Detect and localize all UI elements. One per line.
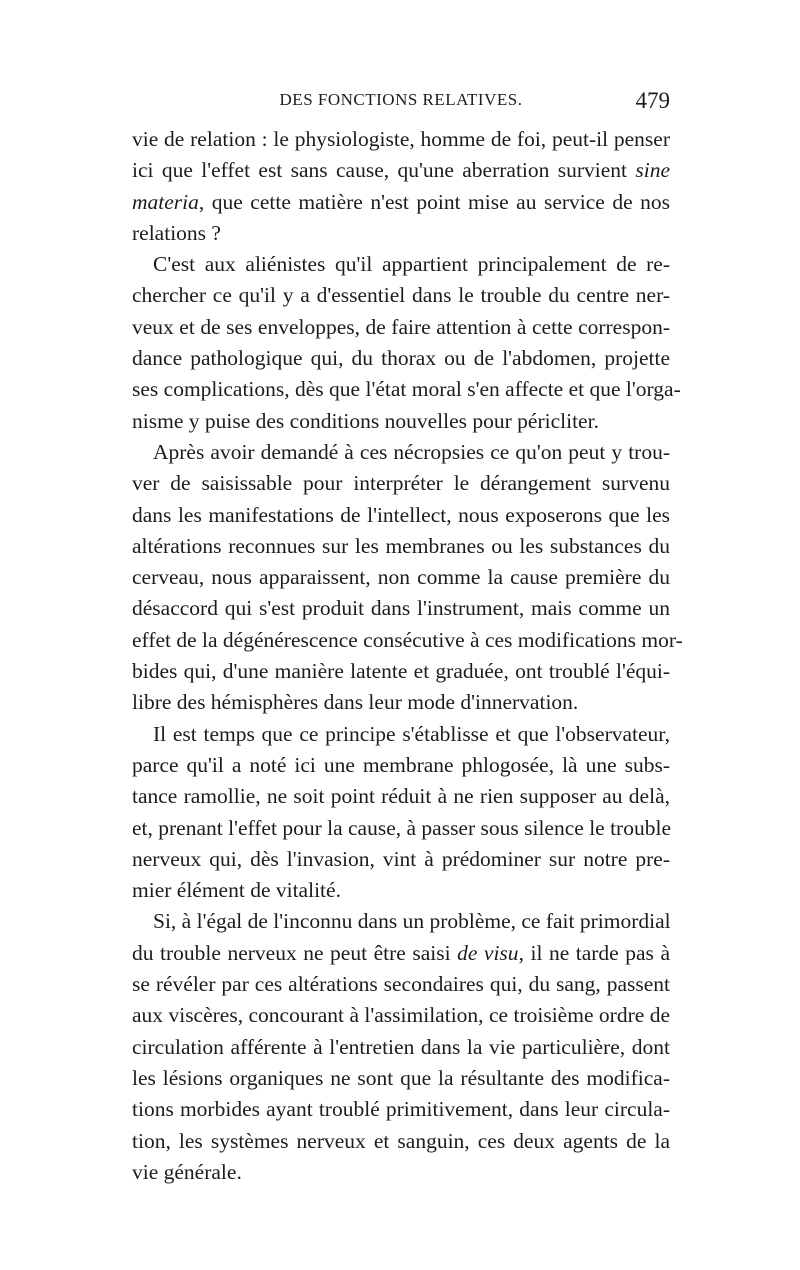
text-segment: , que cette matière n'est point mise au service de nos bbox=[198, 189, 670, 214]
text-segment: chercher ce qu'il y a d'essentiel dans le trouble du centre ner- bbox=[132, 283, 670, 308]
text-segment: nerveux qui, dès l'invasion, vint à prédominer sur notre pre- bbox=[132, 846, 670, 871]
italic-text: materia bbox=[132, 189, 199, 214]
text-line bbox=[132, 218, 670, 249]
text-line bbox=[132, 1094, 670, 1125]
text-segment: vie de relation : le physiologiste, homme de foi, peut-il penser bbox=[132, 127, 670, 151]
text-segment: aux viscères, concourant à l'assimilation, ce troisième ordre de bbox=[132, 1003, 670, 1028]
text-line bbox=[132, 719, 670, 750]
text-line bbox=[132, 187, 670, 218]
text-segment: libre des hémisphères dans leur mode d'innervation. bbox=[132, 690, 579, 715]
text-line bbox=[132, 1000, 670, 1031]
paragraph bbox=[132, 437, 683, 719]
text-line bbox=[132, 1032, 670, 1063]
text-line bbox=[132, 249, 670, 280]
text-line bbox=[132, 938, 670, 969]
text-line bbox=[132, 500, 670, 531]
paragraph bbox=[132, 124, 670, 249]
text-line bbox=[132, 906, 670, 937]
text-segment: bides qui, d'une manière latente et graduée, ont troublé l'équi- bbox=[132, 659, 670, 684]
text-segment: relations ? bbox=[132, 220, 221, 245]
text-line bbox=[132, 343, 670, 374]
text-segment: nisme y puise des conditions nouvelles pour péricliter. bbox=[132, 408, 599, 433]
text-line bbox=[132, 406, 670, 437]
text-line bbox=[132, 312, 670, 343]
text-line bbox=[132, 625, 683, 656]
text-line bbox=[132, 813, 670, 844]
paragraph bbox=[132, 249, 681, 437]
text-segment: et, prenant l'effet pour la cause, à passer sous silence le trouble bbox=[132, 815, 671, 840]
text-segment: effet de la dégénérescence consécutive à ces modifications mor- bbox=[132, 627, 683, 652]
text-line bbox=[132, 750, 670, 781]
text-segment: vie générale. bbox=[132, 1159, 242, 1184]
text-line bbox=[132, 280, 670, 311]
text-line bbox=[132, 844, 670, 875]
text-line bbox=[132, 155, 670, 186]
text-segment: C'est aux aliénistes qu'il appartient principalement de re- bbox=[153, 252, 670, 277]
text-segment: ici que l'effet est sans cause, qu'une aberration survient bbox=[132, 158, 636, 183]
text-segment: Si, à l'égal de l'inconnu dans un problème, ce fait primordial bbox=[153, 909, 671, 934]
text-line bbox=[132, 124, 670, 155]
text-line bbox=[132, 1126, 670, 1157]
body-text bbox=[132, 124, 683, 1188]
running-title: DES FONCTIONS RELATIVES. bbox=[279, 90, 523, 109]
text-segment: dans les manifestations de l'intellect, nous exposerons que les bbox=[132, 502, 670, 527]
text-segment: tance ramollie, ne soit point réduit à ne rien supposer au delà, bbox=[132, 784, 670, 809]
running-head bbox=[132, 88, 670, 118]
text-line bbox=[132, 1063, 670, 1094]
text-line bbox=[132, 468, 670, 499]
text-segment: mier élément de vitalité. bbox=[132, 878, 341, 903]
text-line bbox=[132, 437, 670, 468]
text-segment: Il est temps que ce principe s'établisse et que l'observateur, bbox=[153, 721, 670, 746]
text-segment: tions morbides ayant troublé primitivement, dans leur circula- bbox=[132, 1097, 670, 1122]
text-line bbox=[132, 969, 670, 1000]
text-segment: désaccord qui s'est produit dans l'instrument, mais comme un bbox=[132, 596, 670, 621]
text-segment: les lésions organiques ne sont que la résultante des modifica- bbox=[132, 1065, 670, 1090]
text-segment: , il ne tarde pas à bbox=[518, 940, 670, 965]
text-line bbox=[132, 593, 670, 624]
text-segment: cerveau, nous apparaissent, non comme la cause première du bbox=[132, 565, 670, 590]
text-line bbox=[132, 1157, 670, 1188]
text-segment: parce qu'il a noté ici une membrane phlogosée, là une subs- bbox=[132, 752, 670, 777]
text-line bbox=[132, 374, 681, 405]
italic-text: de visu bbox=[457, 940, 519, 965]
text-segment: du trouble nerveux ne peut être saisi bbox=[132, 940, 458, 965]
text-line bbox=[132, 781, 670, 812]
page-number: 479 bbox=[635, 88, 670, 113]
italic-text: sine bbox=[635, 158, 670, 183]
text-line bbox=[132, 531, 670, 562]
text-segment: ver de saisissable pour interpréter le dérangement survenu bbox=[132, 471, 670, 496]
text-segment: se révéler par ces altérations secondaires qui, du sang, passent bbox=[132, 972, 670, 997]
text-segment: altérations reconnues sur les membranes ou les substances du bbox=[132, 533, 670, 558]
paragraph bbox=[132, 719, 670, 907]
text-line bbox=[132, 687, 670, 718]
paragraph bbox=[132, 906, 670, 1188]
text-segment: circulation afférente à l'entretien dans la vie particulière, dont bbox=[132, 1034, 670, 1059]
text-segment: dance pathologique qui, du thorax ou de l'abdomen, projette bbox=[132, 346, 670, 371]
text-line bbox=[132, 656, 670, 687]
text-segment: ses complications, dès que l'état moral s'en affecte et que l'orga- bbox=[132, 377, 681, 402]
text-segment: veux et de ses enveloppes, de faire attention à cette correspon- bbox=[132, 314, 670, 339]
text-line bbox=[132, 875, 670, 906]
text-line bbox=[132, 562, 670, 593]
text-segment: tion, les systèmes nerveux et sanguin, ces deux agents de la bbox=[132, 1128, 670, 1153]
text-segment: Après avoir demandé à ces nécropsies ce qu'on peut y trou- bbox=[153, 439, 670, 464]
